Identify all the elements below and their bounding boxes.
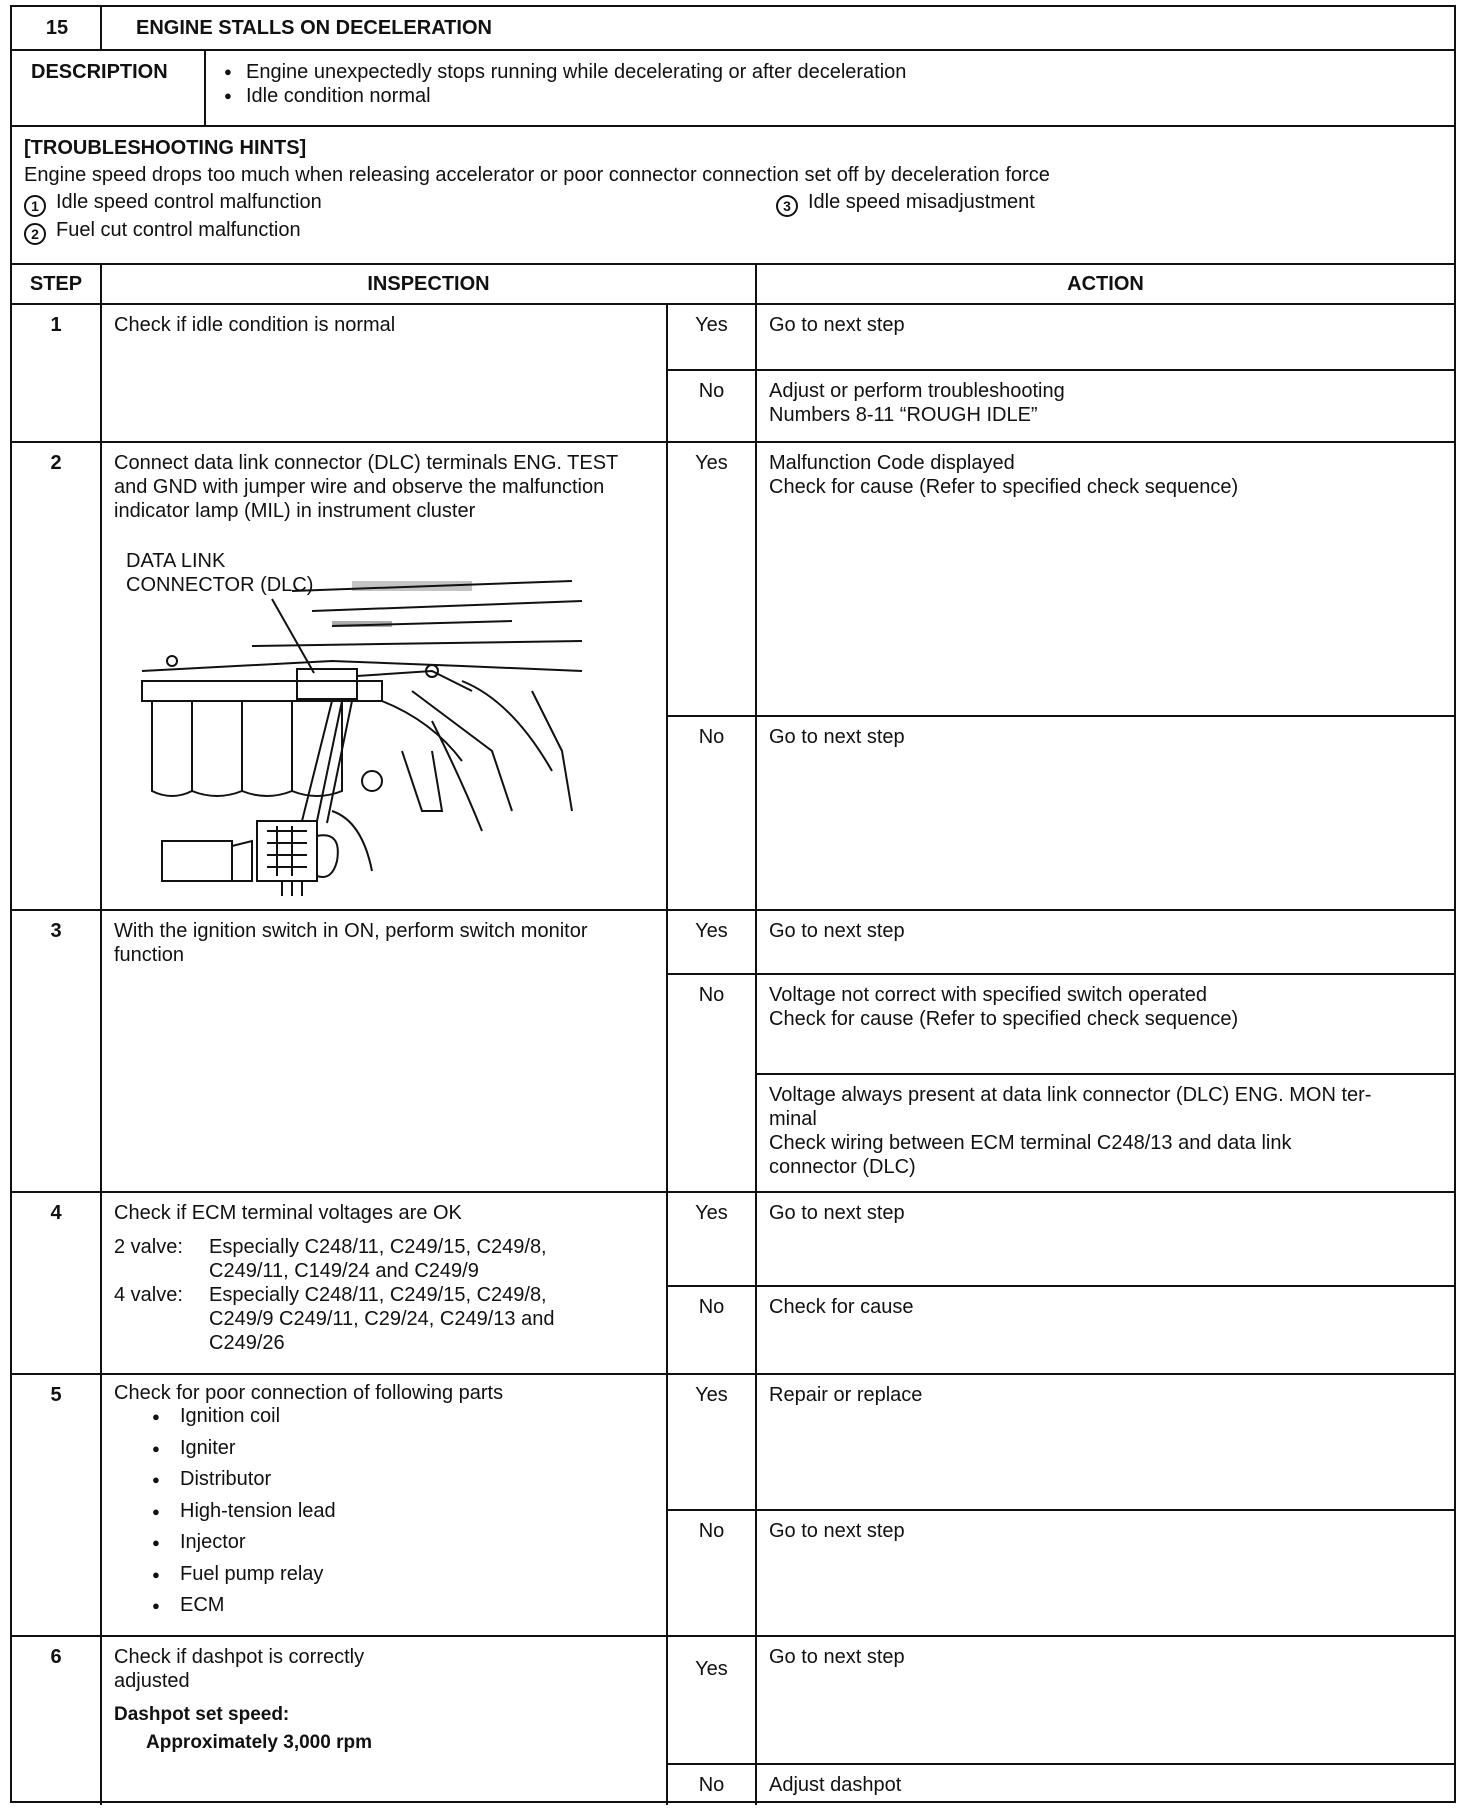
title-row [12, 7, 1454, 49]
yes-action: Go to next step [769, 314, 905, 336]
no-action: Go to next step [769, 726, 905, 748]
step-number: 6 [50, 1646, 62, 1668]
dlc-engine-bay-illustration [132, 551, 592, 901]
yes-label: Yes [695, 1384, 728, 1406]
step-number: 3 [50, 920, 62, 942]
step-row-5 [12, 1373, 1454, 1635]
hint-item: 1 Idle speed control malfunction [24, 189, 1444, 217]
no-label: No [698, 1520, 725, 1542]
inspection-text: Check if dashpot is correctly adjusted [114, 1646, 365, 1692]
yes-no-column [666, 305, 755, 441]
parts-list [102, 1401, 656, 1622]
description-item: ● Idle condition normal [218, 84, 1444, 108]
section-number: 15 [45, 17, 69, 39]
no-action: Adjust dashpot [769, 1774, 902, 1796]
step-inspection: Check if idle condition is normal [100, 305, 666, 441]
list-item: ● Distributor [102, 1464, 656, 1496]
inspection-text: Check if ECM terminal voltages are OK [114, 1202, 462, 1224]
yes-action: Malfunction Code displayed Check for cause (Refer to specified check sequence) [769, 452, 1239, 498]
no-action: Adjust or perform troubleshooting Numbers 8-11 “ROUGH IDLE” [769, 380, 1065, 426]
inspection-text: Connect data link connector (DLC) terminals ENG. TEST and GND with jumper wire and observe the malfunction indicator lamp (MIL) in instrument cluster [114, 452, 618, 522]
hints-intro: Engine speed drops too much when releasing accelerator or poor connector connection set off by deceleration force [24, 164, 1050, 186]
list-item: ● High-tension lead [102, 1496, 656, 1528]
figure-label: DATA LINK CONNECTOR (DLC) [126, 550, 314, 596]
circled-number-icon: 2 [24, 223, 46, 245]
description-content [204, 51, 1454, 125]
valve-4-spec: 4 valve: Especially C248/11, C249/15, C249/8, C249/9 C249/11, C29/24, C249/13 and C249/26 [114, 1284, 555, 1354]
yes-no-column [666, 1637, 755, 1805]
action-column [755, 1637, 1454, 1805]
step-row-2 [12, 441, 1454, 909]
valve-2-spec: 2 valve: Especially C248/11, C249/15, C249/8, C249/11, C149/24 and C249/9 [114, 1236, 547, 1282]
yes-action: Go to next step [769, 1646, 905, 1668]
hint-item: 3 Idle speed misadjustment [776, 189, 1035, 217]
list-item: ● Ignition coil [102, 1401, 656, 1433]
action-column [755, 1193, 1454, 1373]
yes-label: Yes [695, 314, 728, 336]
circled-number-icon: 1 [24, 195, 46, 217]
spec-value: Approximately 3,000 rpm [146, 1732, 372, 1753]
description-label: DESCRIPTION [31, 61, 168, 83]
inspection-text: Check for poor connection of following parts [114, 1382, 504, 1404]
step-inspection [100, 1375, 666, 1635]
description-row [12, 49, 1454, 125]
yes-no-column [666, 1375, 755, 1635]
action-column [755, 305, 1454, 441]
yes-label: Yes [695, 1202, 728, 1224]
action-column [755, 443, 1454, 909]
yes-no-column [666, 911, 755, 1191]
column-header-row [12, 263, 1454, 303]
step-row-3 [12, 909, 1454, 1191]
yes-no-column [666, 1193, 755, 1373]
step-row-6 [12, 1635, 1454, 1805]
step-row-4 [12, 1191, 1454, 1373]
hints-title: [TROUBLESHOOTING HINTS] [24, 137, 307, 159]
no-label: No [698, 1774, 725, 1796]
spec-label: Dashpot set speed: [114, 1704, 290, 1725]
yes-no-column [666, 443, 755, 909]
step-number: 1 [50, 314, 62, 336]
step-inspection [100, 1637, 666, 1805]
yes-label: Yes [695, 920, 728, 942]
action-column [755, 911, 1454, 1191]
no-action: Check for cause [769, 1296, 914, 1318]
step-inspection [100, 443, 666, 909]
no-action-alt: Voltage always present at data link connector (DLC) ENG. MON ter- minal Check wiring between ECM terminal C248/13 and data link connector (DLC) [769, 1084, 1372, 1178]
column-header-step: STEP [29, 273, 83, 295]
list-item: ● Igniter [102, 1433, 656, 1465]
page-title: ENGINE STALLS ON DECELERATION [100, 7, 1454, 49]
hints-content [12, 127, 1454, 263]
list-item: ● Injector [102, 1527, 656, 1559]
action-column [755, 1375, 1454, 1635]
troubleshooting-sheet [10, 5, 1456, 1803]
yes-action: Repair or replace [769, 1384, 923, 1406]
step-number: 4 [50, 1202, 62, 1224]
hints-row [12, 125, 1454, 263]
yes-label: Yes [695, 1658, 728, 1680]
no-label: No [698, 726, 725, 748]
yes-action: Go to next step [769, 1202, 905, 1224]
hint-item: 2 Fuel cut control malfunction [24, 217, 1444, 245]
description-item: ● Engine unexpectedly stops running while decelerating or after deceleration [218, 60, 1444, 84]
column-header-action: ACTION [755, 265, 1454, 303]
no-label: No [698, 380, 725, 402]
step-number: 2 [50, 452, 62, 474]
no-label: No [698, 984, 725, 1006]
column-header-inspection: INSPECTION [100, 265, 755, 303]
yes-action: Go to next step [769, 920, 905, 942]
step-inspection: With the ignition switch in ON, perform switch monitor function [100, 911, 666, 1191]
no-action: Voltage not correct with specified switch operated Check for cause (Refer to specified check sequence) [769, 984, 1239, 1030]
no-action: Go to next step [769, 1520, 905, 1542]
step-inspection [100, 1193, 666, 1373]
list-item: ● Fuel pump relay [102, 1559, 656, 1591]
yes-label: Yes [695, 452, 728, 474]
list-item: ● ECM [102, 1590, 656, 1622]
step-number: 5 [50, 1384, 62, 1406]
step-row-1 [12, 303, 1454, 441]
no-label: No [698, 1296, 725, 1318]
circled-number-icon: 3 [776, 195, 798, 217]
